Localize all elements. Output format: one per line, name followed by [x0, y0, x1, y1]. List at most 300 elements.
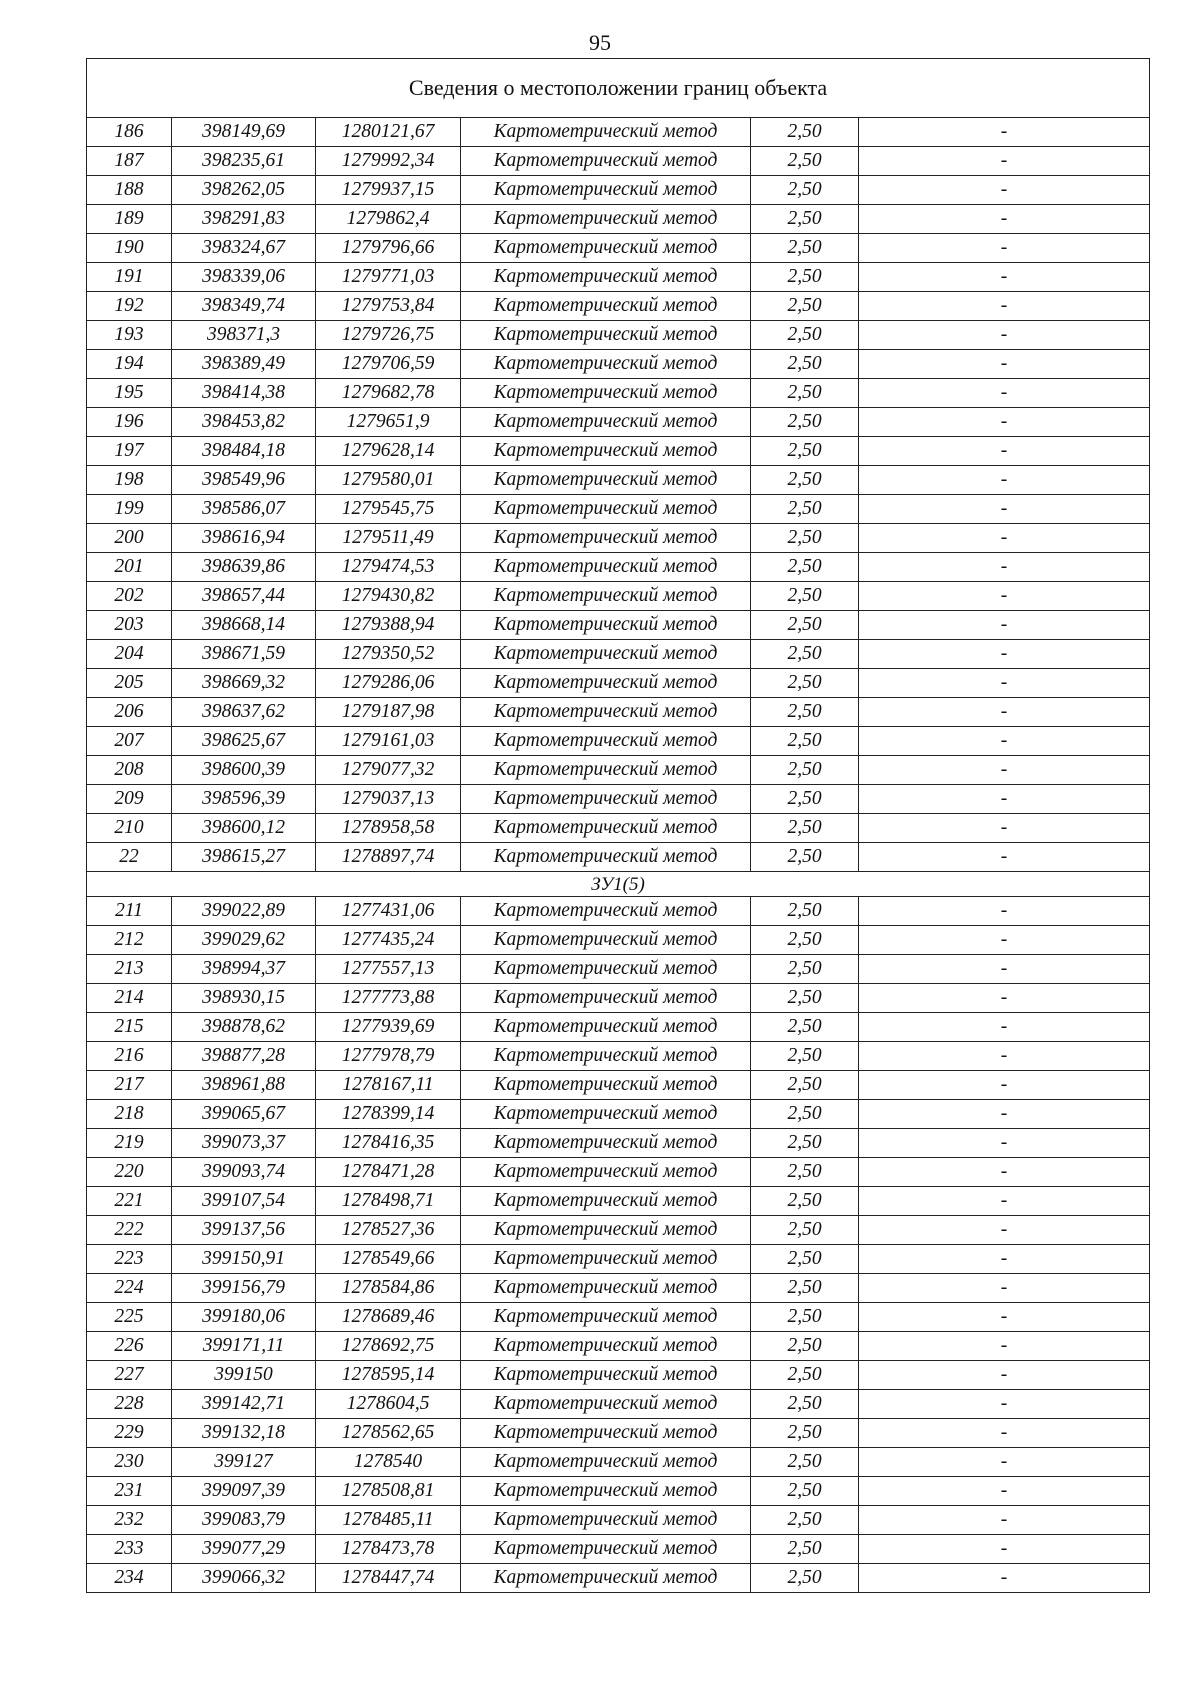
- y-coordinate-cell: 1278473,78: [316, 1535, 461, 1564]
- table-row: [87, 263, 1150, 292]
- table-row: [87, 1013, 1150, 1042]
- x-coordinate-cell: 398671,59: [172, 640, 316, 669]
- method-cell: Картометрический метод: [461, 1477, 751, 1506]
- y-coordinate-cell: 1279992,34: [316, 147, 461, 176]
- accuracy-cell: 2,50: [751, 1419, 859, 1448]
- point-number-cell: 220: [87, 1158, 172, 1187]
- note-cell: -: [859, 582, 1150, 611]
- boundary-coordinates-table: [86, 58, 1150, 1593]
- note-cell: -: [859, 524, 1150, 553]
- method-cell: Картометрический метод: [461, 263, 751, 292]
- y-coordinate-cell: 1278595,14: [316, 1361, 461, 1390]
- accuracy-cell: 2,50: [751, 379, 859, 408]
- point-number-cell: 230: [87, 1448, 172, 1477]
- accuracy-cell: 2,50: [751, 1564, 859, 1593]
- x-coordinate-cell: 398324,67: [172, 234, 316, 263]
- method-cell: Картометрический метод: [461, 814, 751, 843]
- x-coordinate-cell: 399132,18: [172, 1419, 316, 1448]
- y-coordinate-cell: 1279651,9: [316, 408, 461, 437]
- x-coordinate-cell: 398600,12: [172, 814, 316, 843]
- x-coordinate-cell: 398149,69: [172, 118, 316, 147]
- point-number-cell: 222: [87, 1216, 172, 1245]
- table-row: [87, 640, 1150, 669]
- table-row: [87, 611, 1150, 640]
- method-cell: Картометрический метод: [461, 897, 751, 926]
- point-number-cell: 228: [87, 1390, 172, 1419]
- y-coordinate-cell: 1278527,36: [316, 1216, 461, 1245]
- point-number-cell: 198: [87, 466, 172, 495]
- accuracy-cell: 2,50: [751, 1390, 859, 1419]
- point-number-cell: 203: [87, 611, 172, 640]
- note-cell: -: [859, 263, 1150, 292]
- method-cell: Картометрический метод: [461, 1274, 751, 1303]
- y-coordinate-cell: 1278689,46: [316, 1303, 461, 1332]
- table-row: [87, 1332, 1150, 1361]
- table-title-row: [87, 59, 1150, 118]
- note-cell: -: [859, 1390, 1150, 1419]
- accuracy-cell: 2,50: [751, 727, 859, 756]
- accuracy-cell: 2,50: [751, 263, 859, 292]
- note-cell: -: [859, 1361, 1150, 1390]
- x-coordinate-cell: 399097,39: [172, 1477, 316, 1506]
- point-number-cell: 224: [87, 1274, 172, 1303]
- accuracy-cell: 2,50: [751, 234, 859, 263]
- x-coordinate-cell: 399137,56: [172, 1216, 316, 1245]
- table-row: [87, 437, 1150, 466]
- y-coordinate-cell: 1280121,67: [316, 118, 461, 147]
- note-cell: -: [859, 1506, 1150, 1535]
- accuracy-cell: 2,50: [751, 176, 859, 205]
- y-coordinate-cell: 1279161,03: [316, 727, 461, 756]
- y-coordinate-cell: 1279037,13: [316, 785, 461, 814]
- y-coordinate-cell: 1279286,06: [316, 669, 461, 698]
- accuracy-cell: 2,50: [751, 1071, 859, 1100]
- table-row: [87, 926, 1150, 955]
- x-coordinate-cell: 398389,49: [172, 350, 316, 379]
- x-coordinate-cell: 398877,28: [172, 1042, 316, 1071]
- x-coordinate-cell: 398878,62: [172, 1013, 316, 1042]
- accuracy-cell: 2,50: [751, 843, 859, 872]
- note-cell: -: [859, 1477, 1150, 1506]
- y-coordinate-cell: 1277431,06: [316, 897, 461, 926]
- x-coordinate-cell: 398339,06: [172, 263, 316, 292]
- point-number-cell: 210: [87, 814, 172, 843]
- accuracy-cell: 2,50: [751, 1448, 859, 1477]
- y-coordinate-cell: 1279796,66: [316, 234, 461, 263]
- point-number-cell: 205: [87, 669, 172, 698]
- point-number-cell: 194: [87, 350, 172, 379]
- x-coordinate-cell: 398994,37: [172, 955, 316, 984]
- accuracy-cell: 2,50: [751, 1187, 859, 1216]
- y-coordinate-cell: 1279474,53: [316, 553, 461, 582]
- note-cell: -: [859, 147, 1150, 176]
- note-cell: -: [859, 379, 1150, 408]
- point-number-cell: 221: [87, 1187, 172, 1216]
- y-coordinate-cell: 1278897,74: [316, 843, 461, 872]
- table-row: [87, 1129, 1150, 1158]
- y-coordinate-cell: 1279545,75: [316, 495, 461, 524]
- point-number-cell: 190: [87, 234, 172, 263]
- table-row: [87, 582, 1150, 611]
- accuracy-cell: 2,50: [751, 321, 859, 350]
- point-number-cell: 217: [87, 1071, 172, 1100]
- table-row: [87, 897, 1150, 926]
- method-cell: Картометрический метод: [461, 553, 751, 582]
- point-number-cell: 199: [87, 495, 172, 524]
- section-label: ЗУ1(5): [87, 872, 1150, 897]
- point-number-cell: 201: [87, 553, 172, 582]
- method-cell: Картометрический метод: [461, 495, 751, 524]
- table-title: Сведения о местоположении границ объекта: [87, 59, 1150, 118]
- x-coordinate-cell: 399171,11: [172, 1332, 316, 1361]
- point-number-cell: 192: [87, 292, 172, 321]
- table-row: [87, 1390, 1150, 1419]
- note-cell: -: [859, 350, 1150, 379]
- table-row: [87, 1071, 1150, 1100]
- point-number-cell: 22: [87, 843, 172, 872]
- point-number-cell: 213: [87, 955, 172, 984]
- y-coordinate-cell: 1278447,74: [316, 1564, 461, 1593]
- y-coordinate-cell: 1278584,86: [316, 1274, 461, 1303]
- y-coordinate-cell: 1278958,58: [316, 814, 461, 843]
- table-row: [87, 1216, 1150, 1245]
- point-number-cell: 191: [87, 263, 172, 292]
- accuracy-cell: 2,50: [751, 118, 859, 147]
- method-cell: Картометрический метод: [461, 118, 751, 147]
- table-row: [87, 955, 1150, 984]
- accuracy-cell: 2,50: [751, 814, 859, 843]
- method-cell: Картометрический метод: [461, 1535, 751, 1564]
- table-row: [87, 1564, 1150, 1593]
- note-cell: -: [859, 843, 1150, 872]
- method-cell: Картометрический метод: [461, 1013, 751, 1042]
- y-coordinate-cell: 1279430,82: [316, 582, 461, 611]
- note-cell: -: [859, 1564, 1150, 1593]
- accuracy-cell: 2,50: [751, 1245, 859, 1274]
- note-cell: -: [859, 1042, 1150, 1071]
- accuracy-cell: 2,50: [751, 292, 859, 321]
- section-row: [87, 872, 1150, 897]
- x-coordinate-cell: 398262,05: [172, 176, 316, 205]
- accuracy-cell: 2,50: [751, 495, 859, 524]
- y-coordinate-cell: 1278485,11: [316, 1506, 461, 1535]
- x-coordinate-cell: 399127: [172, 1448, 316, 1477]
- accuracy-cell: 2,50: [751, 1274, 859, 1303]
- accuracy-cell: 2,50: [751, 582, 859, 611]
- x-coordinate-cell: 398371,3: [172, 321, 316, 350]
- y-coordinate-cell: 1278167,11: [316, 1071, 461, 1100]
- page-number: 95: [589, 30, 611, 55]
- table-row: [87, 814, 1150, 843]
- x-coordinate-cell: 399065,67: [172, 1100, 316, 1129]
- y-coordinate-cell: 1279187,98: [316, 698, 461, 727]
- y-coordinate-cell: 1279937,15: [316, 176, 461, 205]
- point-number-cell: 197: [87, 437, 172, 466]
- note-cell: -: [859, 176, 1150, 205]
- method-cell: Картометрический метод: [461, 379, 751, 408]
- note-cell: -: [859, 1245, 1150, 1274]
- accuracy-cell: 2,50: [751, 1042, 859, 1071]
- point-number-cell: 211: [87, 897, 172, 926]
- note-cell: -: [859, 727, 1150, 756]
- accuracy-cell: 2,50: [751, 350, 859, 379]
- y-coordinate-cell: 1278604,5: [316, 1390, 461, 1419]
- table-row: [87, 1506, 1150, 1535]
- table-row: [87, 1245, 1150, 1274]
- note-cell: -: [859, 1303, 1150, 1332]
- accuracy-cell: 2,50: [751, 147, 859, 176]
- method-cell: Картометрический метод: [461, 1419, 751, 1448]
- point-number-cell: 229: [87, 1419, 172, 1448]
- point-number-cell: 206: [87, 698, 172, 727]
- accuracy-cell: 2,50: [751, 1100, 859, 1129]
- point-number-cell: 212: [87, 926, 172, 955]
- x-coordinate-cell: 398616,94: [172, 524, 316, 553]
- method-cell: Картометрический метод: [461, 147, 751, 176]
- accuracy-cell: 2,50: [751, 698, 859, 727]
- accuracy-cell: 2,50: [751, 1477, 859, 1506]
- x-coordinate-cell: 399093,74: [172, 1158, 316, 1187]
- y-coordinate-cell: 1277773,88: [316, 984, 461, 1013]
- accuracy-cell: 2,50: [751, 1332, 859, 1361]
- method-cell: Картометрический метод: [461, 1100, 751, 1129]
- note-cell: -: [859, 984, 1150, 1013]
- accuracy-cell: 2,50: [751, 205, 859, 234]
- table-row: [87, 698, 1150, 727]
- note-cell: -: [859, 466, 1150, 495]
- method-cell: Картометрический метод: [461, 1216, 751, 1245]
- accuracy-cell: 2,50: [751, 640, 859, 669]
- table-row: [87, 234, 1150, 263]
- method-cell: Картометрический метод: [461, 843, 751, 872]
- method-cell: Картометрический метод: [461, 984, 751, 1013]
- note-cell: -: [859, 321, 1150, 350]
- table-row: [87, 1477, 1150, 1506]
- table-row: [87, 1042, 1150, 1071]
- note-cell: -: [859, 205, 1150, 234]
- note-cell: -: [859, 292, 1150, 321]
- method-cell: Картометрический метод: [461, 1390, 751, 1419]
- table-row: [87, 1535, 1150, 1564]
- note-cell: -: [859, 408, 1150, 437]
- note-cell: -: [859, 669, 1150, 698]
- point-number-cell: 215: [87, 1013, 172, 1042]
- y-coordinate-cell: 1278416,35: [316, 1129, 461, 1158]
- method-cell: Картометрический метод: [461, 582, 751, 611]
- y-coordinate-cell: 1279350,52: [316, 640, 461, 669]
- y-coordinate-cell: 1277978,79: [316, 1042, 461, 1071]
- point-number-cell: 218: [87, 1100, 172, 1129]
- point-number-cell: 188: [87, 176, 172, 205]
- method-cell: Картометрический метод: [461, 408, 751, 437]
- y-coordinate-cell: 1279726,75: [316, 321, 461, 350]
- note-cell: -: [859, 1158, 1150, 1187]
- accuracy-cell: 2,50: [751, 524, 859, 553]
- method-cell: Картометрический метод: [461, 437, 751, 466]
- table-row: [87, 1100, 1150, 1129]
- note-cell: -: [859, 756, 1150, 785]
- x-coordinate-cell: 398639,86: [172, 553, 316, 582]
- x-coordinate-cell: 398600,39: [172, 756, 316, 785]
- method-cell: Картометрический метод: [461, 640, 751, 669]
- method-cell: Картометрический метод: [461, 785, 751, 814]
- note-cell: -: [859, 926, 1150, 955]
- accuracy-cell: 2,50: [751, 466, 859, 495]
- x-coordinate-cell: 398596,39: [172, 785, 316, 814]
- x-coordinate-cell: 398549,96: [172, 466, 316, 495]
- note-cell: -: [859, 1071, 1150, 1100]
- y-coordinate-cell: 1279682,78: [316, 379, 461, 408]
- table-row: [87, 1158, 1150, 1187]
- x-coordinate-cell: 399029,62: [172, 926, 316, 955]
- x-coordinate-cell: 399156,79: [172, 1274, 316, 1303]
- note-cell: -: [859, 955, 1150, 984]
- table-row: [87, 1361, 1150, 1390]
- table-row: [87, 408, 1150, 437]
- method-cell: Картометрический метод: [461, 756, 751, 785]
- point-number-cell: 186: [87, 118, 172, 147]
- accuracy-cell: 2,50: [751, 897, 859, 926]
- method-cell: Картометрический метод: [461, 669, 751, 698]
- y-coordinate-cell: 1278540: [316, 1448, 461, 1477]
- method-cell: Картометрический метод: [461, 1129, 751, 1158]
- x-coordinate-cell: 399083,79: [172, 1506, 316, 1535]
- x-coordinate-cell: 399022,89: [172, 897, 316, 926]
- note-cell: -: [859, 698, 1150, 727]
- x-coordinate-cell: 398930,15: [172, 984, 316, 1013]
- accuracy-cell: 2,50: [751, 1303, 859, 1332]
- method-cell: Картометрический метод: [461, 1506, 751, 1535]
- x-coordinate-cell: 398484,18: [172, 437, 316, 466]
- method-cell: Картометрический метод: [461, 698, 751, 727]
- y-coordinate-cell: 1278508,81: [316, 1477, 461, 1506]
- table-row: [87, 495, 1150, 524]
- accuracy-cell: 2,50: [751, 756, 859, 785]
- note-cell: -: [859, 1187, 1150, 1216]
- note-cell: -: [859, 640, 1150, 669]
- table-row: [87, 176, 1150, 205]
- point-number-cell: 204: [87, 640, 172, 669]
- accuracy-cell: 2,50: [751, 553, 859, 582]
- note-cell: -: [859, 234, 1150, 263]
- table-row: [87, 984, 1150, 1013]
- point-number-cell: 227: [87, 1361, 172, 1390]
- table-row: [87, 727, 1150, 756]
- accuracy-cell: 2,50: [751, 611, 859, 640]
- note-cell: -: [859, 897, 1150, 926]
- accuracy-cell: 2,50: [751, 669, 859, 698]
- note-cell: -: [859, 553, 1150, 582]
- method-cell: Картометрический метод: [461, 176, 751, 205]
- x-coordinate-cell: 398637,62: [172, 698, 316, 727]
- table-row: [87, 1187, 1150, 1216]
- x-coordinate-cell: 399107,54: [172, 1187, 316, 1216]
- x-coordinate-cell: 398657,44: [172, 582, 316, 611]
- point-number-cell: 207: [87, 727, 172, 756]
- point-number-cell: 225: [87, 1303, 172, 1332]
- y-coordinate-cell: 1279753,84: [316, 292, 461, 321]
- note-cell: -: [859, 1535, 1150, 1564]
- note-cell: -: [859, 1129, 1150, 1158]
- y-coordinate-cell: 1279580,01: [316, 466, 461, 495]
- accuracy-cell: 2,50: [751, 1129, 859, 1158]
- method-cell: Картометрический метод: [461, 1564, 751, 1593]
- accuracy-cell: 2,50: [751, 437, 859, 466]
- x-coordinate-cell: 398349,74: [172, 292, 316, 321]
- point-number-cell: 196: [87, 408, 172, 437]
- point-number-cell: 216: [87, 1042, 172, 1071]
- point-number-cell: 233: [87, 1535, 172, 1564]
- y-coordinate-cell: 1279511,49: [316, 524, 461, 553]
- accuracy-cell: 2,50: [751, 1535, 859, 1564]
- point-number-cell: 193: [87, 321, 172, 350]
- table-row: [87, 669, 1150, 698]
- accuracy-cell: 2,50: [751, 1216, 859, 1245]
- x-coordinate-cell: 399142,71: [172, 1390, 316, 1419]
- point-number-cell: 202: [87, 582, 172, 611]
- table-row: [87, 1274, 1150, 1303]
- accuracy-cell: 2,50: [751, 1013, 859, 1042]
- table-row: [87, 350, 1150, 379]
- note-cell: -: [859, 1013, 1150, 1042]
- y-coordinate-cell: 1279706,59: [316, 350, 461, 379]
- accuracy-cell: 2,50: [751, 955, 859, 984]
- note-cell: -: [859, 1216, 1150, 1245]
- accuracy-cell: 2,50: [751, 1361, 859, 1390]
- point-number-cell: 209: [87, 785, 172, 814]
- accuracy-cell: 2,50: [751, 926, 859, 955]
- x-coordinate-cell: 398669,32: [172, 669, 316, 698]
- x-coordinate-cell: 398625,67: [172, 727, 316, 756]
- point-number-cell: 208: [87, 756, 172, 785]
- x-coordinate-cell: 399073,37: [172, 1129, 316, 1158]
- method-cell: Картометрический метод: [461, 350, 751, 379]
- table-row: [87, 147, 1150, 176]
- accuracy-cell: 2,50: [751, 785, 859, 814]
- y-coordinate-cell: 1279628,14: [316, 437, 461, 466]
- accuracy-cell: 2,50: [751, 984, 859, 1013]
- table-row: [87, 785, 1150, 814]
- note-cell: -: [859, 1419, 1150, 1448]
- method-cell: Картометрический метод: [461, 1332, 751, 1361]
- x-coordinate-cell: 398586,07: [172, 495, 316, 524]
- table-row: [87, 553, 1150, 582]
- x-coordinate-cell: 399150: [172, 1361, 316, 1390]
- y-coordinate-cell: 1277557,13: [316, 955, 461, 984]
- method-cell: Картометрический метод: [461, 727, 751, 756]
- method-cell: Картометрический метод: [461, 955, 751, 984]
- table-row: [87, 379, 1150, 408]
- point-number-cell: 195: [87, 379, 172, 408]
- x-coordinate-cell: 398615,27: [172, 843, 316, 872]
- method-cell: Картометрический метод: [461, 205, 751, 234]
- note-cell: -: [859, 1274, 1150, 1303]
- method-cell: Картометрический метод: [461, 1187, 751, 1216]
- method-cell: Картометрический метод: [461, 292, 751, 321]
- table-row: [87, 1419, 1150, 1448]
- accuracy-cell: 2,50: [751, 1506, 859, 1535]
- point-number-cell: 232: [87, 1506, 172, 1535]
- method-cell: Картометрический метод: [461, 1361, 751, 1390]
- y-coordinate-cell: 1278692,75: [316, 1332, 461, 1361]
- x-coordinate-cell: 398235,61: [172, 147, 316, 176]
- table-row: [87, 1303, 1150, 1332]
- note-cell: -: [859, 1448, 1150, 1477]
- note-cell: -: [859, 495, 1150, 524]
- y-coordinate-cell: 1279388,94: [316, 611, 461, 640]
- y-coordinate-cell: 1278498,71: [316, 1187, 461, 1216]
- y-coordinate-cell: 1279862,4: [316, 205, 461, 234]
